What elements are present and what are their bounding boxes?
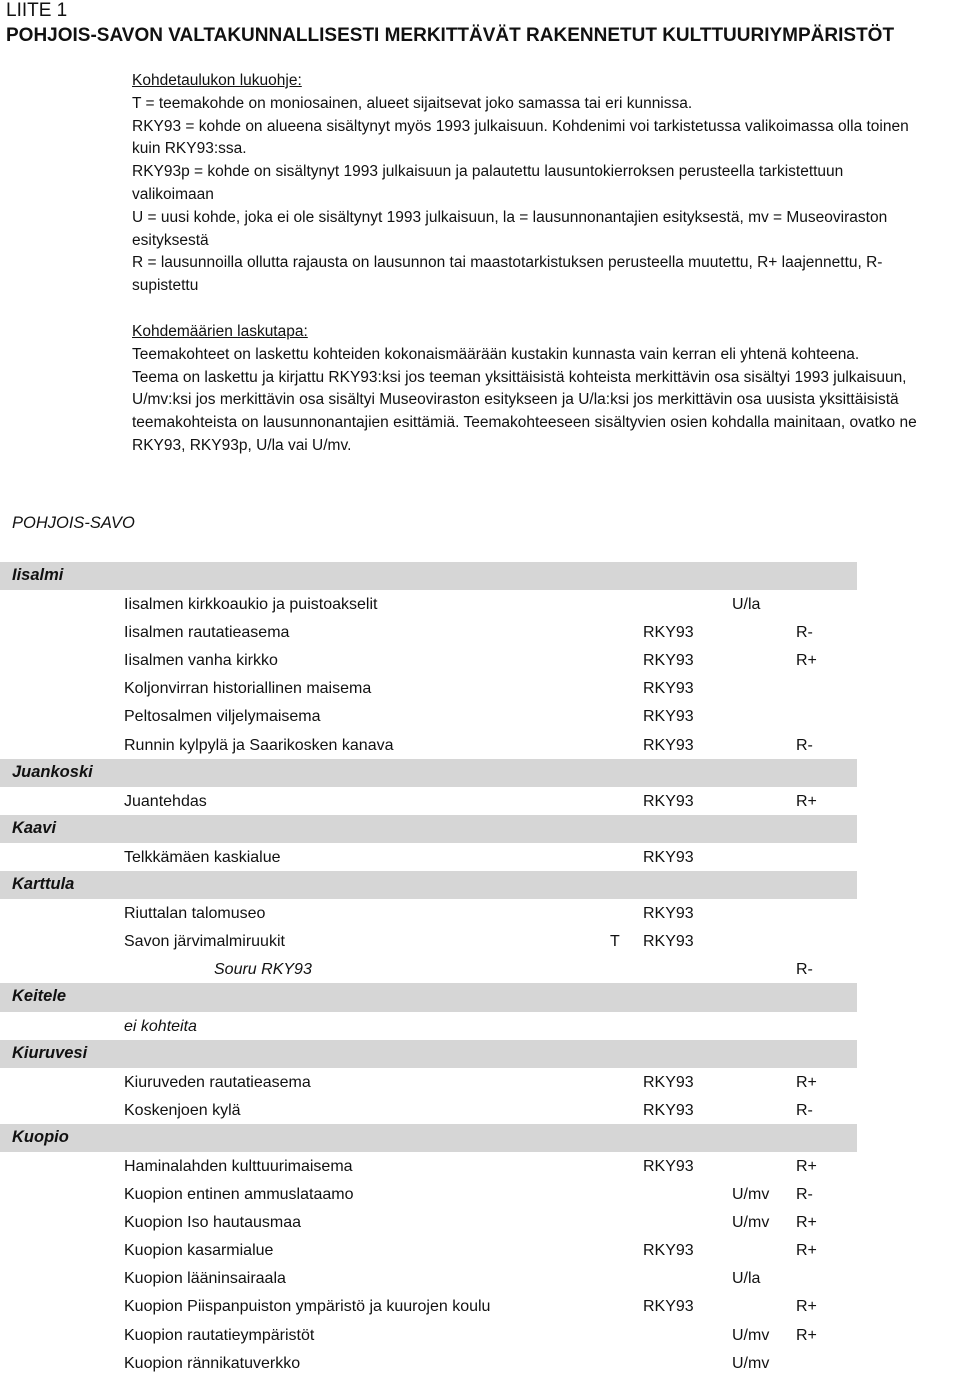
- rky-status: RKY93: [643, 708, 694, 726]
- site-name: Kuopion lääninsairaala: [124, 1270, 286, 1288]
- site-name: Kuopion Iso hautausmaa: [124, 1214, 302, 1232]
- rky-status: RKY93: [643, 624, 694, 642]
- legend-lines: [132, 93, 960, 298]
- rky-status: RKY93: [643, 1157, 694, 1175]
- municipality-name: Iisalmi: [12, 566, 64, 584]
- boundary-change: R+: [796, 1073, 817, 1091]
- rky-status: RKY93: [643, 1073, 694, 1091]
- new-status: U/mv: [732, 1214, 770, 1232]
- rky-status: RKY93: [643, 1101, 694, 1119]
- municipality-row: [0, 1040, 857, 1068]
- new-status: U/la: [732, 1270, 761, 1288]
- rky-status: RKY93: [643, 792, 694, 810]
- reading-instructions: [132, 70, 960, 458]
- municipality-name: Juankoski: [12, 762, 93, 781]
- municipality-row: [0, 983, 857, 1011]
- boundary-change: R+: [796, 652, 817, 670]
- site-row: [0, 955, 960, 983]
- new-status: U/mv: [732, 1354, 770, 1372]
- boundary-change: R-: [796, 1101, 813, 1119]
- site-row: [0, 1264, 960, 1292]
- site-name: Kiuruveden rautatieasema: [124, 1073, 311, 1091]
- site-name: Iisalmen vanha kirkko: [124, 652, 278, 670]
- site-row: [0, 1208, 960, 1236]
- site-name: Iisalmen rautatieasema: [124, 624, 290, 642]
- municipality-row: [0, 871, 857, 899]
- site-row: [0, 702, 960, 730]
- note-line: esityksestä: [132, 231, 209, 249]
- municipality-row: [0, 815, 857, 843]
- site-name: Haminalahden kulttuurimaisema: [124, 1157, 353, 1175]
- new-status: U/la: [732, 596, 761, 614]
- municipality-name: Kuopio: [12, 1127, 69, 1146]
- rky-status: RKY93: [643, 905, 694, 923]
- site-row: [0, 899, 960, 927]
- note-line: valikoimaan: [132, 185, 214, 203]
- municipality-row: [0, 562, 857, 590]
- site-name: Koljonvirran historiallinen maisema: [124, 680, 372, 698]
- site-row: [0, 1012, 960, 1040]
- site-name: Peltosalmen viljelymaisema: [124, 708, 321, 726]
- site-row: [0, 927, 960, 955]
- note-line: teemakohteista on lausunnonantajien esittämiä. Teemakohteeseen sisältyvien osien kohdalla mainitaan, ovatko ne: [132, 414, 917, 432]
- count-heading: Kohdemäärien laskutapa:: [132, 322, 308, 340]
- site-name: Savon järvimalmiruukit: [124, 933, 285, 951]
- boundary-change: R+: [796, 1157, 817, 1175]
- site-row: [0, 1180, 960, 1208]
- note-line: RKY93, RKY93p, U/la vai U/mv.: [132, 436, 352, 454]
- municipality-name: Kiuruvesi: [12, 1043, 88, 1062]
- appendix-label: LIITE 1: [6, 0, 68, 21]
- note-line: R = lausunnoilla ollutta rajausta on lausunnon tai maastotarkistuksen perusteella muutettu, R+ laajennettu, R-: [132, 254, 883, 272]
- sub-site-name: Souru RKY93: [214, 961, 312, 979]
- boundary-change: R-: [796, 1186, 813, 1204]
- no-sites-note: ei kohteita: [124, 1017, 197, 1035]
- site-name: Kuopion rautatieympäristöt: [124, 1326, 315, 1344]
- site-row: [0, 843, 960, 871]
- site-row: [0, 1236, 960, 1264]
- municipality-row: [0, 1124, 857, 1152]
- site-row: [0, 731, 960, 759]
- new-status: U/mv: [732, 1326, 770, 1344]
- municipality-name: Karttula: [12, 875, 75, 894]
- new-status: U/mv: [732, 1186, 770, 1204]
- site-table: [0, 562, 960, 1377]
- site-name: Runnin kylpylä ja Saarikosken kanava: [124, 736, 394, 754]
- site-row: [0, 1349, 960, 1377]
- site-row: [0, 618, 960, 646]
- site-name: Iisalmen kirkkoaukio ja puistoakselit: [124, 596, 378, 614]
- note-line: U = uusi kohde, joka ei ole sisältynyt 1993 julkaisuun, la = lausunnonantajien esityksestä, mv = Museoviraston: [132, 208, 888, 226]
- rky-status: RKY93: [643, 680, 694, 698]
- site-row: [0, 1321, 960, 1349]
- site-row: [0, 646, 960, 674]
- boundary-change: R-: [796, 624, 813, 642]
- note-line: U/mv:ksi jos merkittävin osa sisältyi Museoviraston esitykseen ja U/la:ksi jos merkittävin osa uusista yksittäisistä: [132, 391, 899, 409]
- note-line: RKY93p = kohde on sisältynyt 1993 julkaisuun ja palautettu lausuntokierroksen perusteella tarkistettuun: [132, 163, 844, 181]
- document-header: [6, 0, 894, 48]
- note-line: RKY93 = kohde on alueena sisältynyt myös 1993 julkaisuun. Kohdenimi voi tarkistetussa valikoimassa olla toinen: [132, 117, 909, 135]
- rky-status: RKY93: [643, 848, 694, 866]
- municipality-row: [0, 759, 857, 787]
- rky-status: RKY93: [643, 736, 694, 754]
- rky-status: RKY93: [643, 1242, 694, 1260]
- region-title: POHJOIS-SAVO: [12, 514, 135, 532]
- boundary-change: R-: [796, 736, 813, 754]
- theme-flag: T: [610, 933, 620, 951]
- site-name: Riuttalan talomuseo: [124, 905, 266, 923]
- note-line: kuin RKY93:ssa.: [132, 140, 247, 158]
- note-line: T = teemakohde on moniosainen, alueet sijaitsevat joko samassa tai eri kunnissa.: [132, 94, 693, 112]
- site-row: [0, 1068, 960, 1096]
- rky-status: RKY93: [643, 933, 694, 951]
- boundary-change: R+: [796, 1298, 817, 1316]
- note-line: supistettu: [132, 277, 199, 295]
- site-row: [0, 590, 960, 618]
- municipality-name: Kaavi: [12, 818, 57, 837]
- count-lines: [132, 344, 960, 458]
- legend-heading: Kohdetaulukon lukuohje:: [132, 72, 302, 89]
- boundary-change: R+: [796, 1214, 817, 1232]
- site-name: Koskenjoen kylä: [124, 1101, 241, 1119]
- site-row: [0, 787, 960, 815]
- site-row: [0, 674, 960, 702]
- rky-status: RKY93: [643, 652, 694, 670]
- note-line: Teema on laskettu ja kirjattu RKY93:ksi jos teeman yksittäisistä kohteista merkittävin osa sisältyi 1993 julkaisuun,: [132, 368, 907, 386]
- boundary-change: R+: [796, 792, 817, 810]
- rky-status: RKY93: [643, 1298, 694, 1316]
- boundary-change: R+: [796, 1242, 817, 1260]
- municipality-name: Keitele: [12, 987, 67, 1006]
- document-title: POHJOIS-SAVON VALTAKUNNALLISESTI MERKITTÄVÄT RAKENNETUT KULTTUURIYMPÄRISTÖT: [6, 25, 895, 46]
- boundary-change: R+: [796, 1326, 817, 1344]
- site-name: Juantehdas: [124, 792, 207, 810]
- site-row: [0, 1096, 960, 1124]
- boundary-change: R-: [796, 961, 813, 979]
- site-name: Telkkämäen kaskialue: [124, 848, 281, 866]
- site-name: Kuopion kasarmialue: [124, 1242, 274, 1260]
- site-name: Kuopion Piispanpuiston ympäristö ja kuurojen koulu: [124, 1298, 491, 1316]
- note-line: Teemakohteet on laskettu kohteiden kokonaismäärään kustakin kunnasta vain kerran eli yhtenä kohteena.: [132, 345, 860, 363]
- site-name: Kuopion entinen ammuslataamo: [124, 1186, 354, 1204]
- site-name: Kuopion rännikatuverkko: [124, 1354, 301, 1372]
- site-row: [0, 1152, 960, 1180]
- site-row: [0, 1292, 960, 1320]
